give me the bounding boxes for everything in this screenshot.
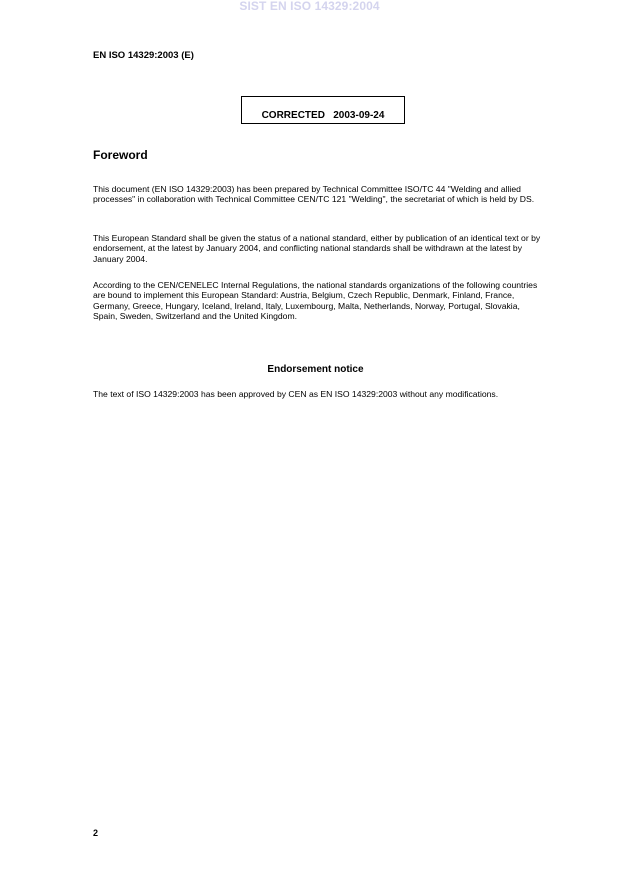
page-number: 2 xyxy=(93,828,99,838)
foreword-paragraph-1: This document (EN ISO 14329:2003) has been prepared by Technical Committee ISO/TC 44 "Welding and allied processes" in collaboration with Technical Committee CEN/TC 121 "Welding", the secretariat of which is held by DS. xyxy=(93,184,535,205)
document-reference: EN ISO 14329:2003 (E) xyxy=(93,50,194,61)
endorsement-text: The text of ISO 14329:2003 has been approved by CEN as EN ISO 14329:2003 without any modifications. xyxy=(93,389,499,399)
endorsement-heading: Endorsement notice xyxy=(267,364,364,375)
foreword-paragraph-3: According to the CEN/CENELEC Internal Regulations, the national standards organizations of the following countries are bound to implement this European Standard: Austria, Belgium, Czech Republic, Denmark, Finland, France, Germany, Greece, Hungary, Iceland, Ireland, Italy, Luxembourg, Malta, Netherlands, Norway, Portugal, Slovakia, Spain, Sweden, Switzerland and the United Kingdom. xyxy=(93,280,538,322)
foreword-paragraph-2: This European Standard shall be given the status of a national standard, either by publication of an identical text or by endorsement, at the latest by January 2004, and conflicting national standards shall be withdrawn at the latest by January 2004. xyxy=(93,233,541,264)
corrected-notice-box: CORRECTED 2003-09-24 xyxy=(241,96,405,124)
watermark: SIST EN ISO 14329:2004 xyxy=(239,0,380,13)
foreword-heading: Foreword xyxy=(93,148,148,162)
